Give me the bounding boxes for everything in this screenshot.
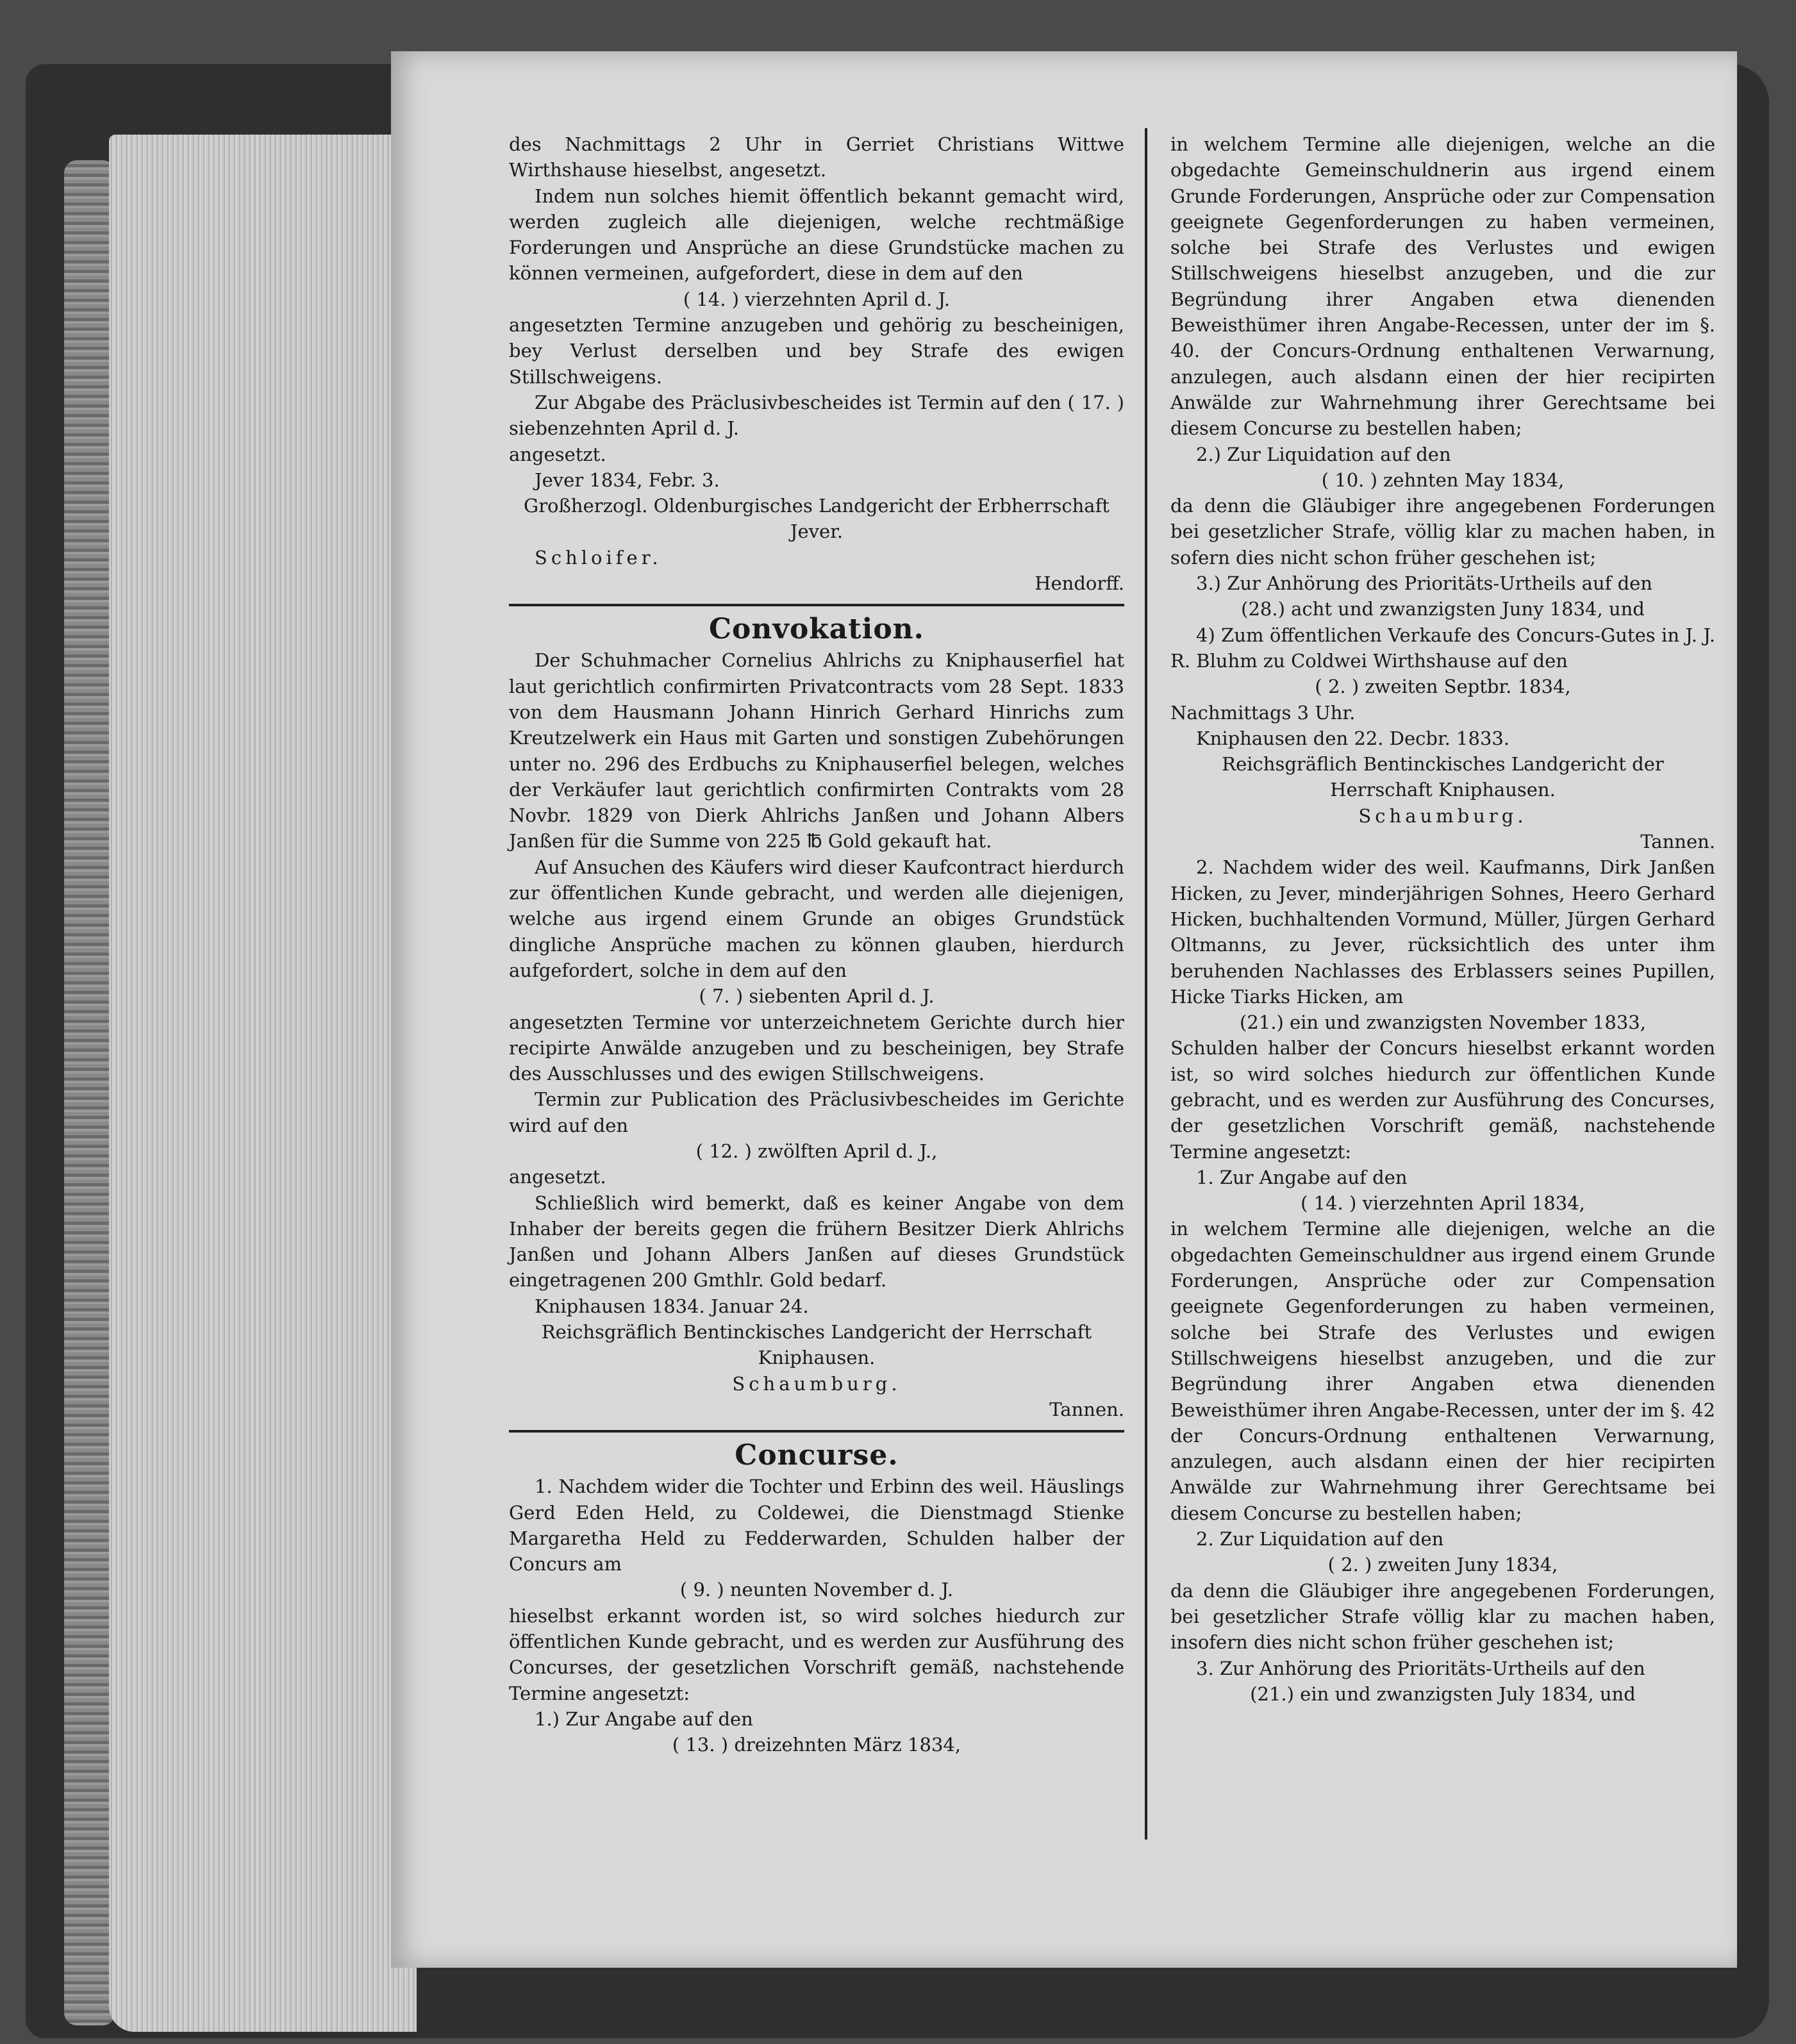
left-column xyxy=(509,131,1124,1758)
date-line: ( 12. ) zwölften April d. J., xyxy=(695,1140,938,1162)
date-line: ( 2. ) zweiten Septbr. 1834, xyxy=(1315,676,1571,698)
paragraph: Indem nun solches hiemit öffentlich bekannt gemacht wird, werden zugleich alle diejenigen, welche rechtmäßige Forderungen und Ansprüche an diese Grundstücke machen zu können vermeinen, aufgefordert, diese in dem auf den xyxy=(509,185,1124,285)
document-page xyxy=(391,51,1737,1968)
book-spine xyxy=(64,160,115,2025)
paragraph: 1. Zur Angabe auf den xyxy=(1196,1166,1408,1188)
date-line: (28.) acht und zwanzigsten Juny 1834, und xyxy=(1241,598,1645,620)
date-line: ( 13. ) dreizehnten März 1834, xyxy=(672,1734,961,1756)
court-signature: Großherzogl. Oldenburgisches Landgericht der Erbherrschaft Jever. xyxy=(524,495,1110,543)
paragraph: Schulden halber der Concurs hieselbst erkannt worden ist, so wird solches hiedurch zur öffentlichen Kunde gebracht, und es werden zur Ausführung des Concurses, der gesetzlichen Vorschrift gemäß, nachstehende Termine angesetzt: xyxy=(1170,1037,1715,1163)
paragraph: angesetzten Termine anzugeben und gehörig zu bescheinigen, bey Verlust derselben und bey Strafe des ewigen Stillschweigens. xyxy=(509,314,1124,388)
place-date: Jever 1834, Febr. 3. xyxy=(535,469,720,491)
date-line: ( 9. ) neunten November d. J. xyxy=(679,1579,954,1601)
paragraph: 2. Nachdem wider des weil. Kaufmanns, Dirk Janßen Hicken, zu Jever, minderjährigen Sohnes, Heero Gerhard Hicken, buchhaltenden Vormund, Müller, Jürgen Gerhard Oltmanns, zu Jever, rücksichtlich des unter ihm beruhenden Nachlasses des Erblassers seines Pupillen, Hicke Tiarks Hicken, am xyxy=(1170,856,1715,1008)
paragraph: Der Schuhmacher Cornelius Ahlrichs zu Kniphauserfiel hat laut gerichtlich confirmirten Privatcontracts vom 28 Sept. 1833 von dem Hausmann Johann Hinrich Gerhard Hinrichs zum Kreutzelwerk ein Haus mit Garten und sonstigen Zubehörungen unter no. 296 des Erdbuchs zu Kniphauserfiel belegen, welches der Verkäufer laut gerichtlich confirmirten Contrakts vom 28 Novbr. 1829 von Dierk Ahlrichs Janßen und Johann Albers Janßen für die Summe von 225 ℔ Gold gekauft hat. xyxy=(509,649,1124,852)
place-date: Kniphausen den 22. Decbr. 1833. xyxy=(1196,727,1510,749)
date-line: ( 14. ) vierzehnten April 1834, xyxy=(1301,1192,1585,1215)
paragraph: Auf Ansuchen des Käufers wird dieser Kaufcontract hierdurch zur öffentlichen Kunde gebracht, und werden alle diejenigen, welche aus irgend einem Grunde an obiges Grundstück dingliche Ansprüche machen zu können glauben, hierdurch aufgefordert, solche in dem auf den xyxy=(509,856,1124,981)
signature-name: Tannen. xyxy=(1640,831,1715,853)
paragraph: da denn die Gläubiger ihre angegebenen Forderungen, bei gesetzlicher Strafe völlig klar zu machen haben, insofern dies nicht schon früher geschehen ist; xyxy=(1170,1579,1715,1654)
paragraph: 1.) Zur Angabe auf den xyxy=(535,1707,753,1730)
paragraph: 4) Zum öffentlichen Verkaufe des Concurs-Gutes in J. J. R. Bluhm zu Coldwei Wirthshause auf den xyxy=(1170,624,1715,672)
paragraph: angesetzten Termine vor unterzeichnetem Gerichte durch hier recipirte Anwälde anzugeben und zu bescheinigen, bey Strafe des Ausschlusses und des ewigen Stillschweigens. xyxy=(509,1011,1124,1085)
page-edges xyxy=(109,135,417,2032)
date-line: ( 14. ) vierzehnten April d. J. xyxy=(683,288,951,310)
paragraph: hieselbst erkannt worden ist, so wird solches hiedurch zur öffentlichen Kunde gebracht, und es werden zur Ausführung des Concurses, der gesetzlichen Vorschrift gemäß, nachstehende Termine angesetzt: xyxy=(509,1604,1124,1704)
paragraph: 3.) Zur Anhörung des Prioritäts-Urtheils auf den xyxy=(1196,572,1652,595)
signature-name: Schloifer. xyxy=(535,546,662,569)
date-line: ( 10. ) zehnten May 1834, xyxy=(1321,469,1565,491)
paragraph: Schließlich wird bemerkt, daß es keiner Angabe von dem Inhaber der bereits gegen die frühern Besitzer Dierk Ahlrichs Janßen und Johann Albers Janßen auf dieses Grundstück eingetragenen 200 Gmthlr. Gold bedarf. xyxy=(509,1192,1124,1292)
paragraph: 3. Zur Anhörung des Prioritäts-Urtheils auf den xyxy=(1196,1657,1645,1679)
paragraph: Zur Abgabe des Präclusivbescheides ist Termin auf den ( 17. ) siebenzehnten April d. J. xyxy=(509,391,1124,440)
signature-name: Schaumburg. xyxy=(732,1372,901,1395)
date-line: (21.) ein und zwanzigsten July 1834, und xyxy=(1250,1683,1636,1705)
section-heading: Convokation. xyxy=(709,613,924,646)
paragraph: Nachmittags 3 Uhr. xyxy=(1170,701,1356,724)
date-line: ( 2. ) zweiten Juny 1834, xyxy=(1327,1554,1558,1576)
section-rule xyxy=(509,604,1124,606)
paragraph: Termin zur Publication des Präclusivbescheides im Gerichte wird auf den xyxy=(509,1088,1124,1136)
section-rule xyxy=(509,1430,1124,1433)
signature-name: Schaumburg. xyxy=(1358,804,1527,827)
paragraph: da denn die Gläubiger ihre angegebenen Forderungen bei gesetzlicher Strafe, völlig klar zu machen haben, in sofern dies nicht schon früher geschehen ist; xyxy=(1170,495,1715,569)
right-column xyxy=(1170,131,1715,1707)
paragraph: 1. Nachdem wider die Tochter und Erbinn des weil. Häuslings Gerd Eden Held, zu Coldewei, die Dienstmagd Stienke Margaretha Held zu Fedderwarden, Schulden halber der Concurs am xyxy=(509,1475,1124,1575)
paragraph: des Nachmittags 2 Uhr in Gerriet Christians Wittwe Wirthshause hieselbst, angesetzt. xyxy=(509,133,1124,181)
court-signature: Reichsgräflich Bentinckisches Landgericht der Herrschaft Kniphausen. xyxy=(1222,753,1664,801)
column-divider xyxy=(1145,128,1147,1840)
date-line: ( 7. ) siebenten April d. J. xyxy=(699,985,935,1008)
paragraph: in welchem Termine alle diejenigen, welche an die obgedachte Gemeinschuldnerin aus irgend einem Grunde Forderungen, Ansprüche oder zur Compensation geeignete Gegenforderungen zu haben vermeinen, solche bei Strafe des Verlustes und ewigen Stillschweigens hieselbst anzugeben, und die zur Begründung ihrer Angaben etwa dienenden Beweisthümer ihren Angabe-Recessen, unter der im §. 40. der Concurs-Ordnung enthaltenen Verwarnung, anzulegen, auch alsdann einen der hier recipirten Anwälde zur Wahrnehmung ihrer Gerechtsame bei diesem Concurse zu bestellen haben; xyxy=(1170,133,1715,440)
place-date: Kniphausen 1834. Januar 24. xyxy=(535,1295,809,1317)
signature-name: Tannen. xyxy=(1049,1398,1124,1420)
signature-name: Hendorff. xyxy=(1035,572,1124,595)
paragraph: in welchem Termine alle diejenigen, welche an die obgedachten Gemeinschuldner aus irgend einem Grunde Forderungen, Ansprüche oder zur Compensation geeignete Gegenforderungen zu haben vermeinen, solche bei Strafe des Verlustes und ewigen Stillschweigens hieselbst anzugeben, und die zur Begründung ihrer Angaben etwa dienenden Beweisthümer ihren Angabe-Recessen, unter der im §. 42 der Concurs-Ordnung enthaltenen Verwarnung, anzulegen, auch alsdann einen der hier recipirten Anwälde zur Wahrnehmung ihrer Gerechtsame bei diesem Concurse zu bestellen haben; xyxy=(1170,1218,1715,1524)
date-line: (21.) ein und zwanzigsten November 1833, xyxy=(1240,1011,1646,1034)
paragraph: angesetzt. xyxy=(509,443,606,465)
paragraph: 2.) Zur Liquidation auf den xyxy=(1196,443,1451,465)
court-signature: Reichsgräflich Bentinckisches Landgericht der Herrschaft Kniphausen. xyxy=(541,1321,1092,1369)
section-heading: Concurse. xyxy=(735,1439,899,1472)
paragraph: 2. Zur Liquidation auf den xyxy=(1196,1528,1444,1550)
paragraph: angesetzt. xyxy=(509,1166,606,1188)
